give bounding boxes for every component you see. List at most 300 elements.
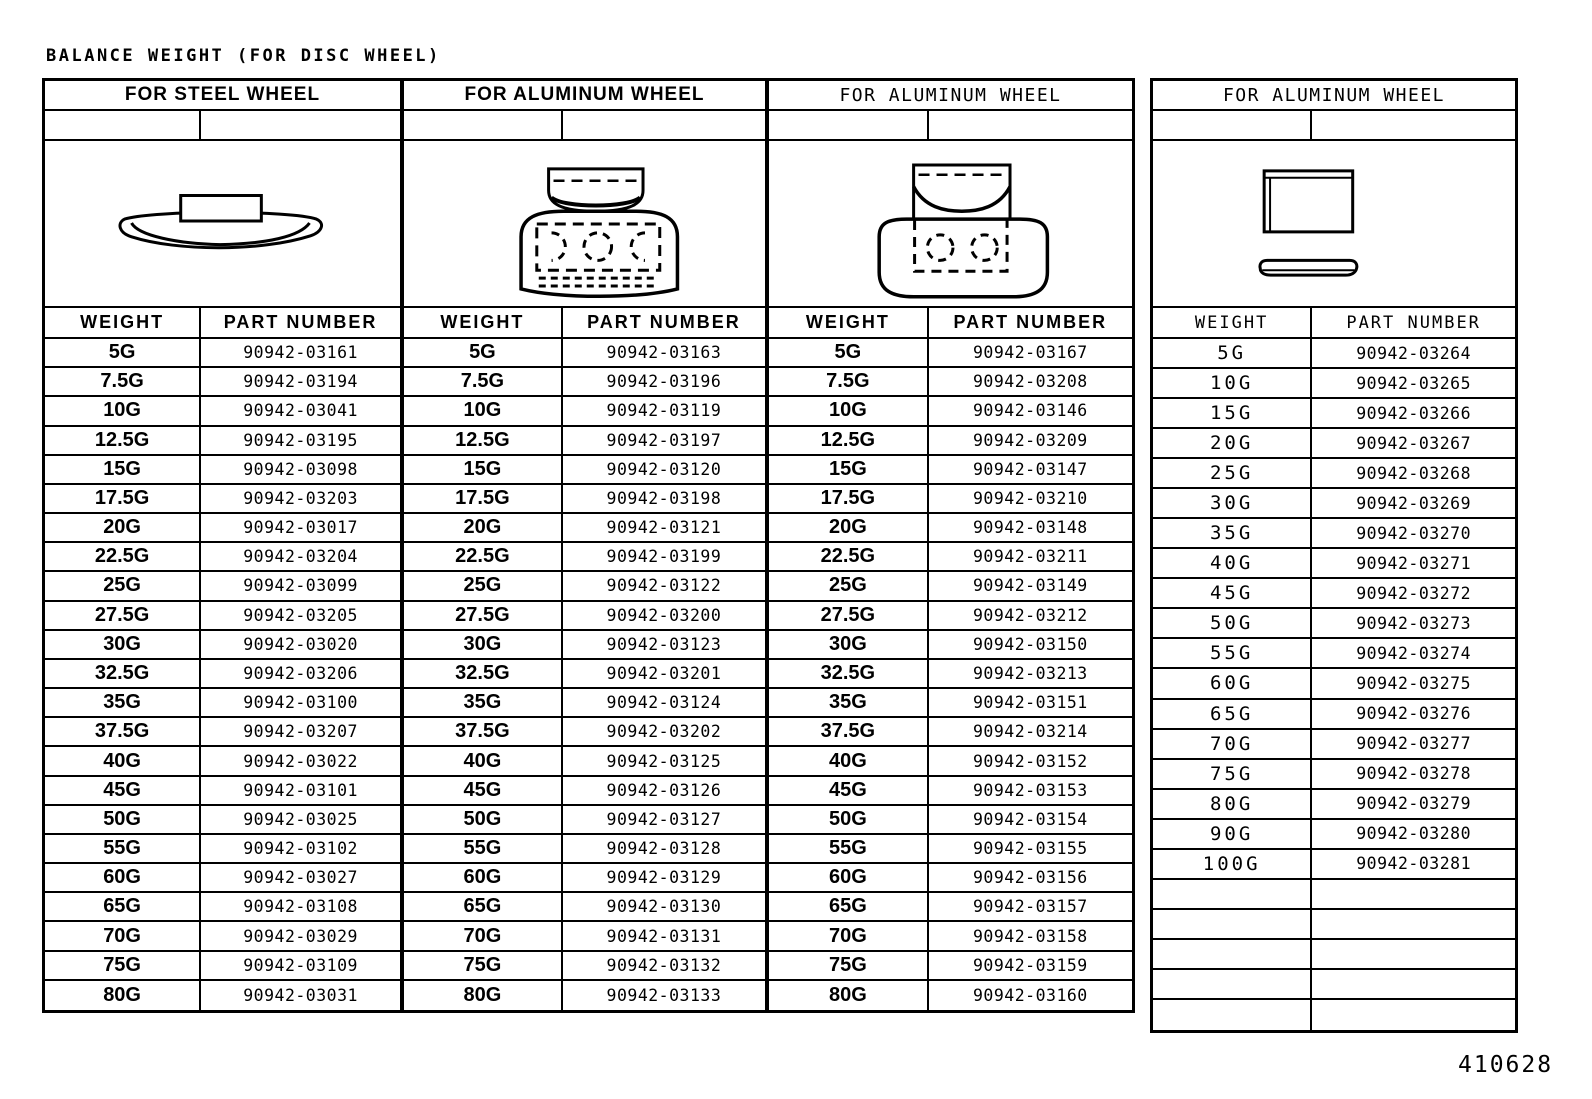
table-row — [404, 339, 765, 368]
part-number-cell: 90942-03158 — [972, 926, 1088, 946]
weight-column-header: WEIGHT — [45, 308, 201, 337]
table-row — [769, 718, 1132, 747]
weight-cell: 5G — [45, 339, 201, 366]
part-number-cell: 90942-03274 — [1356, 643, 1472, 663]
part-number-cell: 90942-03197 — [606, 430, 722, 450]
part-number-cell: 90942-03099 — [243, 576, 358, 596]
table-header: FOR ALUMINUM WHEEL — [1153, 81, 1515, 111]
weight-cell: 17.5G — [769, 485, 929, 512]
part-number-cell: 90942-03108 — [243, 897, 358, 917]
part-number-cell: 90942-03273 — [1356, 613, 1472, 633]
weight-column-header: WEIGHT — [404, 308, 563, 337]
table-row — [769, 368, 1132, 397]
weight-drawing-cell — [769, 141, 1132, 308]
weight-cell: 27.5G — [769, 602, 929, 629]
part-number-cell: 90942-03276 — [1356, 704, 1472, 724]
table-row — [45, 339, 400, 368]
table-row — [769, 485, 1132, 514]
table-body — [404, 339, 765, 1010]
part-number-cell: 90942-03147 — [972, 459, 1088, 479]
table-row — [45, 631, 400, 660]
part-number-cell: 90942-03207 — [243, 722, 358, 742]
clip-on-weight-front-view-two-holes-icon — [769, 141, 1132, 306]
table-row — [769, 747, 1132, 776]
column-header-row — [1153, 308, 1515, 339]
weight-cell: 32.5G — [404, 660, 563, 687]
table-row — [45, 864, 400, 893]
part-number-cell: 90942-03204 — [243, 547, 358, 567]
table-row — [1153, 1000, 1515, 1030]
part-number-cell: 90942-03027 — [243, 868, 358, 888]
table-row — [45, 718, 400, 747]
part-number-cell: 90942-03120 — [606, 459, 722, 479]
part-number-cell: 90942-03119 — [606, 401, 722, 421]
weight-table-aluminum-wheel-2 — [766, 78, 1135, 1013]
weight-table-aluminum-wheel-1 — [401, 78, 768, 1013]
part-number-cell: 90942-03159 — [972, 955, 1088, 975]
weight-cell: 10G — [45, 397, 201, 424]
weight-cell: 25G — [404, 572, 563, 599]
weight-cell: 65G — [769, 893, 929, 920]
table-row — [404, 456, 765, 485]
part-number-cell: 90942-03213 — [972, 663, 1088, 683]
table-row — [769, 806, 1132, 835]
part-number-cell: 90942-03155 — [972, 839, 1088, 859]
part-number-cell: 90942-03150 — [972, 634, 1088, 654]
weight-cell: 80G — [404, 981, 563, 1010]
part-number-cell: 90942-03208 — [972, 372, 1088, 392]
part-number-cell: 90942-03163 — [606, 343, 722, 363]
table-row — [45, 893, 400, 922]
part-number-cell: 90942-03017 — [243, 518, 358, 538]
weight-cell: 35G — [1153, 519, 1312, 547]
table-body — [45, 339, 400, 1010]
weight-column-header: WEIGHT — [769, 308, 929, 337]
part-number-cell: 90942-03132 — [606, 955, 722, 975]
table-row — [45, 514, 400, 543]
weight-cell: 55G — [1153, 639, 1312, 667]
table-row — [45, 427, 400, 456]
table-row — [45, 806, 400, 835]
part-number-cell: 90942-03127 — [606, 809, 722, 829]
weight-cell: 30G — [769, 631, 929, 658]
weight-cell: 15G — [404, 456, 563, 483]
table-row — [45, 660, 400, 689]
table-header: FOR STEEL WHEEL — [45, 81, 400, 111]
weight-cell: 45G — [769, 777, 929, 804]
weight-cell: 70G — [1153, 730, 1312, 758]
part-number-cell: 90942-03267 — [1356, 433, 1472, 453]
weight-column-header: WEIGHT — [1153, 308, 1312, 337]
table-row — [769, 922, 1132, 951]
weight-table-aluminum-wheel-3 — [1150, 78, 1518, 1033]
part-number-cell: 90942-03100 — [243, 693, 358, 713]
table-row — [45, 835, 400, 864]
part-number-cell: 90942-03195 — [243, 430, 358, 450]
table-row — [404, 922, 765, 951]
table-row — [769, 456, 1132, 485]
weight-cell: 35G — [45, 689, 201, 716]
weight-cell: 30G — [45, 631, 201, 658]
weight-cell: 45G — [404, 777, 563, 804]
table-row — [769, 572, 1132, 601]
part-number-cell: 90942-03126 — [606, 780, 722, 800]
weight-cell: 37.5G — [769, 718, 929, 745]
table-row — [1153, 429, 1515, 459]
part-number-cell: 90942-03199 — [606, 547, 722, 567]
part-number-cell: 90942-03279 — [1356, 794, 1472, 814]
part-number-cell: 90942-03271 — [1356, 553, 1472, 573]
table-row — [1153, 970, 1515, 1000]
table-row — [1153, 880, 1515, 910]
part-number-cell: 90942-03200 — [606, 605, 722, 625]
table-row — [1153, 609, 1515, 639]
table-row — [1153, 700, 1515, 730]
weight-cell: 15G — [1153, 399, 1312, 427]
weight-cell: 7.5G — [45, 368, 201, 395]
weight-cell: 70G — [45, 922, 201, 949]
weight-cell: 12.5G — [769, 427, 929, 454]
part-number-cell: 90942-03212 — [972, 605, 1088, 625]
weight-cell: 10G — [769, 397, 929, 424]
table-row — [45, 689, 400, 718]
part-number-cell: 90942-03153 — [972, 780, 1088, 800]
table-row — [1153, 579, 1515, 609]
weight-cell: 90G — [1153, 820, 1312, 848]
part-number-cell: 90942-03281 — [1356, 854, 1472, 874]
weight-cell: 65G — [404, 893, 563, 920]
part-number-cell: 90942-03124 — [606, 693, 722, 713]
weight-cell: 27.5G — [404, 602, 563, 629]
weight-cell: 12.5G — [404, 427, 563, 454]
table-row — [769, 397, 1132, 426]
part-number-cell: 90942-03154 — [972, 809, 1088, 829]
part-number-cell — [1312, 910, 1515, 938]
table-row — [45, 981, 400, 1010]
table-header: FOR ALUMINUM WHEEL — [769, 81, 1132, 111]
part-number-cell — [1312, 1000, 1515, 1030]
table-row — [769, 689, 1132, 718]
part-number-cell: 90942-03121 — [606, 518, 722, 538]
weight-cell — [1153, 940, 1312, 968]
table-row — [404, 485, 765, 514]
part-number-cell: 90942-03269 — [1356, 493, 1472, 513]
part-number-cell: 90942-03156 — [972, 868, 1088, 888]
table-row — [769, 339, 1132, 368]
spacer-row — [1153, 111, 1515, 141]
table-row — [404, 631, 765, 660]
table-row — [1153, 730, 1515, 760]
part-number-cell: 90942-03277 — [1356, 734, 1472, 754]
part-number-cell: 90942-03157 — [972, 897, 1088, 917]
table-row — [769, 777, 1132, 806]
table-row — [404, 427, 765, 456]
part-number-cell: 90942-03205 — [243, 605, 358, 625]
part-number-cell: 90942-03101 — [243, 780, 358, 800]
part-number-column-header: PART NUMBER — [223, 312, 378, 332]
weight-cell: 20G — [769, 514, 929, 541]
weight-cell: 50G — [45, 806, 201, 833]
table-row — [404, 952, 765, 981]
column-header-row — [769, 308, 1132, 339]
weight-cell — [1153, 880, 1312, 908]
weight-cell: 5G — [769, 339, 929, 366]
table-row — [404, 368, 765, 397]
table-row — [1153, 549, 1515, 579]
part-number-cell: 90942-03275 — [1356, 673, 1472, 693]
weight-cell: 20G — [45, 514, 201, 541]
table-row — [769, 427, 1132, 456]
weight-cell: 35G — [404, 689, 563, 716]
weight-cell: 17.5G — [404, 485, 563, 512]
part-number-cell: 90942-03194 — [243, 372, 358, 392]
part-number-cell — [1312, 880, 1515, 908]
part-number-cell: 90942-03280 — [1356, 824, 1472, 844]
table-row — [1153, 669, 1515, 699]
weight-cell: 50G — [769, 806, 929, 833]
table-row — [404, 514, 765, 543]
table-row — [404, 777, 765, 806]
table-row — [1153, 519, 1515, 549]
part-number-cell: 90942-03128 — [606, 839, 722, 859]
weight-cell: 40G — [1153, 549, 1312, 577]
weight-cell: 50G — [1153, 609, 1312, 637]
table-row — [1153, 339, 1515, 369]
part-number-cell: 90942-03102 — [243, 839, 358, 859]
table-row — [45, 952, 400, 981]
part-number-cell: 90942-03029 — [243, 926, 358, 946]
weight-cell — [1153, 1000, 1312, 1030]
weight-cell: 70G — [404, 922, 563, 949]
clip-on-weight-front-view-three-holes-icon — [404, 141, 765, 306]
weight-cell: 7.5G — [769, 368, 929, 395]
part-number-cell: 90942-03209 — [972, 430, 1088, 450]
weight-cell — [1153, 970, 1312, 998]
table-row — [45, 485, 400, 514]
table-row — [1153, 489, 1515, 519]
table-header: FOR ALUMINUM WHEEL — [404, 81, 765, 111]
weight-cell: 20G — [1153, 429, 1312, 457]
weight-cell: 32.5G — [45, 660, 201, 687]
table-row — [769, 952, 1132, 981]
weight-drawing-cell — [1153, 141, 1515, 308]
weight-cell: 25G — [769, 572, 929, 599]
weight-cell: 35G — [769, 689, 929, 716]
part-number-cell: 90942-03109 — [243, 955, 358, 975]
part-number-cell: 90942-03152 — [972, 751, 1088, 771]
part-number-cell: 90942-03148 — [972, 518, 1088, 538]
weight-cell: 60G — [45, 864, 201, 891]
spacer-row — [404, 111, 765, 141]
part-number-cell: 90942-03270 — [1356, 523, 1472, 543]
column-header-row — [45, 308, 400, 339]
weight-cell: 40G — [769, 747, 929, 774]
table-row — [769, 660, 1132, 689]
part-number-column-header: PART NUMBER — [1346, 312, 1481, 333]
part-number-cell: 90942-03203 — [243, 488, 358, 508]
weight-cell: 60G — [1153, 669, 1312, 697]
weight-cell: 60G — [404, 864, 563, 891]
weight-cell: 75G — [1153, 760, 1312, 788]
table-row — [404, 747, 765, 776]
part-number-cell: 90942-03133 — [606, 985, 722, 1005]
table-row — [769, 981, 1132, 1010]
weight-cell: 60G — [769, 864, 929, 891]
part-number-cell: 90942-03031 — [243, 985, 358, 1005]
table-row — [404, 981, 765, 1010]
weight-table-steel-wheel — [42, 78, 403, 1013]
weight-cell: 45G — [1153, 579, 1312, 607]
table-row — [404, 689, 765, 718]
table-row — [45, 368, 400, 397]
table-row — [1153, 820, 1515, 850]
table-row — [769, 602, 1132, 631]
table-body — [1153, 339, 1515, 1030]
weight-cell: 70G — [769, 922, 929, 949]
part-number-cell: 90942-03206 — [243, 663, 358, 683]
spacer-row — [769, 111, 1132, 141]
part-number-cell: 90942-03201 — [606, 663, 722, 683]
weight-cell: 25G — [45, 572, 201, 599]
table-row — [1153, 760, 1515, 790]
weight-cell: 80G — [769, 981, 929, 1010]
weight-cell: 55G — [404, 835, 563, 862]
table-row — [45, 572, 400, 601]
table-row — [1153, 639, 1515, 669]
weight-cell: 65G — [1153, 700, 1312, 728]
weight-cell: 7.5G — [404, 368, 563, 395]
weight-cell: 22.5G — [45, 543, 201, 570]
column-header-row — [404, 308, 765, 339]
weight-cell: 45G — [45, 777, 201, 804]
part-number-column-header: PART NUMBER — [587, 312, 741, 332]
part-number-cell: 90942-03131 — [606, 926, 722, 946]
part-number-cell: 90942-03130 — [606, 897, 722, 917]
table-row — [45, 602, 400, 631]
clip-on-weight-side-view-icon — [45, 141, 400, 306]
weight-cell: 10G — [404, 397, 563, 424]
part-number-cell: 90942-03041 — [243, 401, 358, 421]
part-number-cell: 90942-03020 — [243, 634, 358, 654]
table-row — [1153, 399, 1515, 429]
weight-cell: 100G — [1153, 850, 1312, 878]
table-row — [45, 922, 400, 951]
part-number-cell: 90942-03265 — [1356, 373, 1472, 393]
weight-cell: 32.5G — [769, 660, 929, 687]
table-row — [769, 864, 1132, 893]
weight-cell: 75G — [45, 952, 201, 979]
part-number-cell: 90942-03167 — [972, 343, 1088, 363]
weight-cell: 37.5G — [404, 718, 563, 745]
weight-cell: 22.5G — [769, 543, 929, 570]
part-number-cell: 90942-03211 — [972, 547, 1088, 567]
weight-cell: 50G — [404, 806, 563, 833]
weight-cell: 20G — [404, 514, 563, 541]
table-row — [1153, 459, 1515, 489]
table-row — [1153, 910, 1515, 940]
part-number-cell: 90942-03122 — [606, 576, 722, 596]
part-number-cell: 90942-03268 — [1356, 463, 1472, 483]
part-number-cell — [1312, 970, 1515, 998]
table-row — [45, 543, 400, 572]
part-number-cell: 90942-03129 — [606, 868, 722, 888]
table-row — [1153, 369, 1515, 399]
weight-cell — [1153, 910, 1312, 938]
part-number-cell: 90942-03198 — [606, 488, 722, 508]
weight-cell: 22.5G — [404, 543, 563, 570]
part-number-cell — [1312, 940, 1515, 968]
spacer-row — [45, 111, 400, 141]
part-number-cell: 90942-03160 — [972, 985, 1088, 1005]
part-number-cell: 90942-03210 — [972, 488, 1088, 508]
part-number-cell: 90942-03202 — [606, 722, 722, 742]
table-row — [404, 893, 765, 922]
table-row — [45, 456, 400, 485]
weight-cell: 37.5G — [45, 718, 201, 745]
figure-code: 410628 — [1458, 1052, 1554, 1078]
part-number-cell: 90942-03022 — [243, 751, 358, 771]
weight-cell: 27.5G — [45, 602, 201, 629]
part-number-column-header: PART NUMBER — [953, 312, 1108, 332]
weight-cell: 55G — [769, 835, 929, 862]
weight-drawing-cell — [404, 141, 765, 308]
weight-cell: 25G — [1153, 459, 1312, 487]
page-title: BALANCE WEIGHT (FOR DISC WHEEL) — [46, 46, 441, 66]
weight-cell: 75G — [404, 952, 563, 979]
weight-cell: 40G — [404, 747, 563, 774]
weight-cell: 80G — [1153, 790, 1312, 818]
part-number-cell: 90942-03264 — [1356, 343, 1472, 363]
table-body — [769, 339, 1132, 1010]
part-number-cell: 90942-03151 — [972, 693, 1088, 713]
weight-cell: 5G — [404, 339, 563, 366]
table-row — [769, 631, 1132, 660]
weight-cell: 30G — [404, 631, 563, 658]
table-row — [404, 660, 765, 689]
weight-cell: 17.5G — [45, 485, 201, 512]
part-number-cell: 90942-03266 — [1356, 403, 1472, 423]
adhesive-weight-icon — [1153, 141, 1515, 306]
weight-cell: 5G — [1153, 339, 1312, 367]
table-row — [45, 397, 400, 426]
table-row — [1153, 940, 1515, 970]
table-row — [769, 835, 1132, 864]
table-row — [769, 893, 1132, 922]
table-row — [404, 718, 765, 747]
weight-cell: 15G — [769, 456, 929, 483]
table-row — [404, 835, 765, 864]
table-row — [404, 864, 765, 893]
table-row — [404, 806, 765, 835]
part-number-cell: 90942-03161 — [243, 343, 358, 363]
part-number-cell: 90942-03123 — [606, 634, 722, 654]
weight-cell: 30G — [1153, 489, 1312, 517]
table-row — [1153, 790, 1515, 820]
weight-drawing-cell — [45, 141, 400, 308]
part-number-cell: 90942-03214 — [972, 722, 1088, 742]
weight-cell: 12.5G — [45, 427, 201, 454]
table-row — [45, 747, 400, 776]
part-number-cell: 90942-03278 — [1356, 764, 1472, 784]
part-number-cell: 90942-03272 — [1356, 583, 1472, 603]
table-row — [404, 572, 765, 601]
table-row — [404, 602, 765, 631]
part-number-cell: 90942-03196 — [606, 372, 722, 392]
table-row — [45, 777, 400, 806]
part-number-cell: 90942-03149 — [972, 576, 1088, 596]
table-row — [404, 397, 765, 426]
weight-cell: 65G — [45, 893, 201, 920]
